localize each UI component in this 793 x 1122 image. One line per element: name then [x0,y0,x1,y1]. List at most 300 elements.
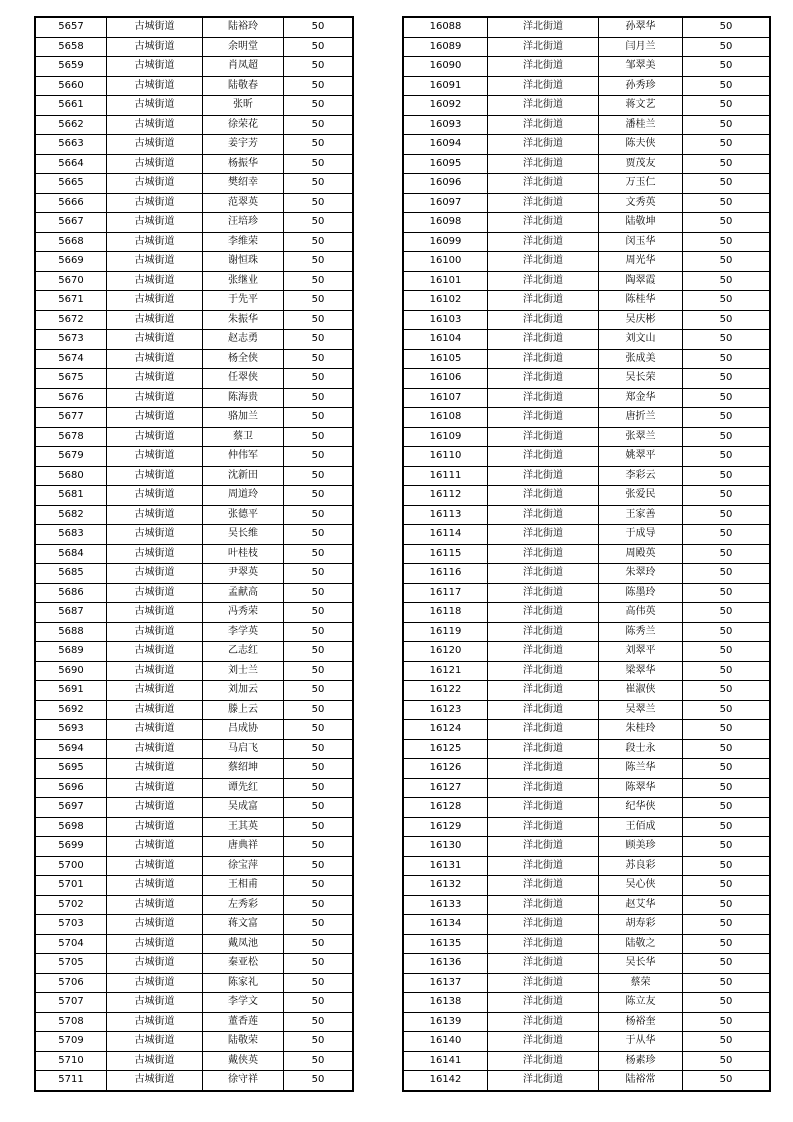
street-cell: 洋北街道 [488,96,599,116]
table-row [35,252,353,272]
name-cell: 张爱民 [599,486,683,506]
name-cell: 滕上云 [203,700,284,720]
table-row [403,895,770,915]
serial-number-cell: 5698 [35,817,107,837]
serial-number-cell: 16112 [403,486,488,506]
amount-cell: 50 [284,271,354,291]
table-row [35,135,353,155]
amount-cell: 50 [683,876,771,896]
name-cell: 陆敬荣 [203,1032,284,1052]
serial-number-cell: 5697 [35,798,107,818]
table-row [403,1051,770,1071]
amount-cell: 50 [284,232,354,252]
amount-cell: 50 [683,369,771,389]
name-cell: 骆加兰 [203,408,284,428]
amount-cell: 50 [284,17,354,37]
table-row [35,37,353,57]
serial-number-cell: 16089 [403,37,488,57]
street-cell: 古城街道 [107,642,203,662]
street-cell: 古城街道 [107,837,203,857]
name-cell: 陈家礼 [203,973,284,993]
street-cell: 古城街道 [107,954,203,974]
name-cell: 蔡卫 [203,427,284,447]
table-row [35,700,353,720]
serial-number-cell: 5667 [35,213,107,233]
serial-number-cell: 16088 [403,17,488,37]
amount-cell: 50 [683,330,771,350]
amount-cell: 50 [284,193,354,213]
amount-cell: 50 [284,622,354,642]
amount-cell: 50 [284,349,354,369]
amount-cell: 50 [284,661,354,681]
serial-number-cell: 16113 [403,505,488,525]
table-row [403,1032,770,1052]
serial-number-cell: 16098 [403,213,488,233]
serial-number-cell: 5680 [35,466,107,486]
table-row [35,622,353,642]
name-cell: 于从华 [599,1032,683,1052]
name-cell: 谭先红 [203,778,284,798]
name-cell: 邹翠美 [599,57,683,77]
amount-cell: 50 [683,895,771,915]
name-cell: 范翠英 [203,193,284,213]
table-row [35,17,353,37]
amount-cell: 50 [284,1012,354,1032]
amount-cell: 50 [284,330,354,350]
serial-number-cell: 16133 [403,895,488,915]
table-row [403,954,770,974]
name-cell: 纪华侠 [599,798,683,818]
name-cell: 汪培珍 [203,213,284,233]
serial-number-cell: 16099 [403,232,488,252]
table-row [403,369,770,389]
name-cell: 蒋文艺 [599,96,683,116]
street-cell: 洋北街道 [488,466,599,486]
serial-number-cell: 16139 [403,1012,488,1032]
table-row [403,1071,770,1091]
street-cell: 古城街道 [107,486,203,506]
street-cell: 洋北街道 [488,349,599,369]
street-cell: 洋北街道 [488,271,599,291]
serial-number-cell: 16141 [403,1051,488,1071]
amount-cell: 50 [284,408,354,428]
street-cell: 洋北街道 [488,232,599,252]
right-roster-body [403,17,770,1091]
serial-number-cell: 5666 [35,193,107,213]
name-cell: 吕成协 [203,720,284,740]
serial-number-cell: 16114 [403,525,488,545]
street-cell: 古城街道 [107,17,203,37]
serial-number-cell: 5700 [35,856,107,876]
table-row [403,564,770,584]
amount-cell: 50 [683,466,771,486]
name-cell: 赵志勇 [203,330,284,350]
table-row [403,681,770,701]
table-row [403,252,770,272]
serial-number-cell: 5696 [35,778,107,798]
amount-cell: 50 [683,486,771,506]
table-row [403,466,770,486]
serial-number-cell: 5678 [35,427,107,447]
name-cell: 郑金华 [599,388,683,408]
serial-number-cell: 16121 [403,661,488,681]
table-row [403,817,770,837]
street-cell: 古城街道 [107,603,203,623]
street-cell: 洋北街道 [488,291,599,311]
serial-number-cell: 5681 [35,486,107,506]
serial-number-cell: 5661 [35,96,107,116]
table-row [403,525,770,545]
table-row [35,1071,353,1091]
amount-cell: 50 [683,388,771,408]
name-cell: 徐荣花 [203,115,284,135]
amount-cell: 50 [284,915,354,935]
amount-cell: 50 [683,661,771,681]
street-cell: 洋北街道 [488,661,599,681]
amount-cell: 50 [683,642,771,662]
name-cell: 陈夫侠 [599,135,683,155]
name-cell: 仲伟军 [203,447,284,467]
table-row [35,759,353,779]
street-cell: 古城街道 [107,96,203,116]
street-cell: 洋北街道 [488,759,599,779]
table-row [35,466,353,486]
amount-cell: 50 [683,993,771,1013]
name-cell: 吴长维 [203,525,284,545]
name-cell: 朱桂玲 [599,720,683,740]
amount-cell: 50 [284,544,354,564]
name-cell: 陈秀兰 [599,622,683,642]
serial-number-cell: 5689 [35,642,107,662]
name-cell: 赵艾华 [599,895,683,915]
street-cell: 洋北街道 [488,798,599,818]
amount-cell: 50 [683,525,771,545]
table-row [35,154,353,174]
name-cell: 杨全侠 [203,349,284,369]
serial-number-cell: 16103 [403,310,488,330]
table-row [35,778,353,798]
street-cell: 洋北街道 [488,37,599,57]
table-row [403,973,770,993]
serial-number-cell: 5665 [35,174,107,194]
amount-cell: 50 [683,856,771,876]
serial-number-cell: 16093 [403,115,488,135]
table-row [403,700,770,720]
serial-number-cell: 16095 [403,154,488,174]
table-row [403,232,770,252]
table-row [403,57,770,77]
serial-number-cell: 5699 [35,837,107,857]
amount-cell: 50 [683,349,771,369]
street-cell: 洋北街道 [488,408,599,428]
amount-cell: 50 [284,934,354,954]
street-cell: 洋北街道 [488,915,599,935]
serial-number-cell: 5683 [35,525,107,545]
left-roster-table [34,16,354,1092]
amount-cell: 50 [284,954,354,974]
name-cell: 张德平 [203,505,284,525]
street-cell: 古城街道 [107,759,203,779]
street-cell: 洋北街道 [488,973,599,993]
serial-number-cell: 5690 [35,661,107,681]
name-cell: 孙翠华 [599,17,683,37]
street-cell: 洋北街道 [488,603,599,623]
street-cell: 洋北街道 [488,1051,599,1071]
street-cell: 洋北街道 [488,174,599,194]
street-cell: 古城街道 [107,1071,203,1091]
table-row [35,115,353,135]
serial-number-cell: 16105 [403,349,488,369]
name-cell: 姜宇芳 [203,135,284,155]
amount-cell: 50 [683,174,771,194]
amount-cell: 50 [683,564,771,584]
serial-number-cell: 16096 [403,174,488,194]
street-cell: 古城街道 [107,174,203,194]
serial-number-cell: 5657 [35,17,107,37]
amount-cell: 50 [683,915,771,935]
name-cell: 叶桂枝 [203,544,284,564]
amount-cell: 50 [683,603,771,623]
street-cell: 洋北街道 [488,17,599,37]
street-cell: 古城街道 [107,856,203,876]
amount-cell: 50 [683,232,771,252]
amount-cell: 50 [284,466,354,486]
amount-cell: 50 [284,447,354,467]
serial-number-cell: 5708 [35,1012,107,1032]
table-row [35,973,353,993]
table-row [403,271,770,291]
street-cell: 洋北街道 [488,739,599,759]
name-cell: 戴侠英 [203,1051,284,1071]
amount-cell: 50 [683,154,771,174]
street-cell: 古城街道 [107,1051,203,1071]
street-cell: 古城街道 [107,369,203,389]
name-cell: 吴长华 [599,954,683,974]
serial-number-cell: 5711 [35,1071,107,1091]
table-row [35,895,353,915]
street-cell: 古城街道 [107,213,203,233]
street-cell: 古城街道 [107,915,203,935]
street-cell: 洋北街道 [488,895,599,915]
name-cell: 唐典祥 [203,837,284,857]
serial-number-cell: 5702 [35,895,107,915]
street-cell: 洋北街道 [488,505,599,525]
amount-cell: 50 [284,37,354,57]
name-cell: 樊绍幸 [203,174,284,194]
street-cell: 古城街道 [107,252,203,272]
street-cell: 古城街道 [107,76,203,96]
table-row [35,427,353,447]
table-row [35,681,353,701]
street-cell: 洋北街道 [488,310,599,330]
name-cell: 于先平 [203,291,284,311]
street-cell: 洋北街道 [488,720,599,740]
serial-number-cell: 5709 [35,1032,107,1052]
street-cell: 古城街道 [107,973,203,993]
amount-cell: 50 [683,291,771,311]
name-cell: 贾茂友 [599,154,683,174]
street-cell: 洋北街道 [488,76,599,96]
amount-cell: 50 [284,291,354,311]
table-row [403,778,770,798]
table-row [35,642,353,662]
amount-cell: 50 [683,1071,771,1091]
street-cell: 洋北街道 [488,817,599,837]
table-row [403,213,770,233]
amount-cell: 50 [284,310,354,330]
name-cell: 陈翠华 [599,778,683,798]
amount-cell: 50 [284,369,354,389]
table-row [403,330,770,350]
table-row [35,1051,353,1071]
amount-cell: 50 [683,427,771,447]
table-row [403,856,770,876]
serial-number-cell: 5669 [35,252,107,272]
street-cell: 古城街道 [107,349,203,369]
street-cell: 洋北街道 [488,778,599,798]
street-cell: 古城街道 [107,1012,203,1032]
amount-cell: 50 [284,798,354,818]
name-cell: 吴成富 [203,798,284,818]
amount-cell: 50 [284,154,354,174]
street-cell: 洋北街道 [488,993,599,1013]
table-row [35,505,353,525]
name-cell: 姚翠平 [599,447,683,467]
table-row [35,310,353,330]
table-row [403,837,770,857]
serial-number-cell: 16119 [403,622,488,642]
name-cell: 马启飞 [203,739,284,759]
street-cell: 古城街道 [107,895,203,915]
name-cell: 杨振华 [203,154,284,174]
name-cell: 孙秀珍 [599,76,683,96]
serial-number-cell: 5692 [35,700,107,720]
name-cell: 陈海贵 [203,388,284,408]
name-cell: 吴心侠 [599,876,683,896]
serial-number-cell: 5695 [35,759,107,779]
table-row [35,837,353,857]
street-cell: 古城街道 [107,525,203,545]
table-row [403,96,770,116]
serial-number-cell: 5686 [35,583,107,603]
table-row [403,934,770,954]
table-row [403,447,770,467]
street-cell: 洋北街道 [488,954,599,974]
street-cell: 洋北街道 [488,1012,599,1032]
street-cell: 洋北街道 [488,427,599,447]
name-cell: 刘士兰 [203,661,284,681]
amount-cell: 50 [284,895,354,915]
serial-number-cell: 16142 [403,1071,488,1091]
name-cell: 刘翠平 [599,642,683,662]
street-cell: 古城街道 [107,993,203,1013]
name-cell: 尹翠英 [203,564,284,584]
street-cell: 洋北街道 [488,622,599,642]
amount-cell: 50 [284,135,354,155]
amount-cell: 50 [284,1032,354,1052]
serial-number-cell: 16106 [403,369,488,389]
name-cell: 周光华 [599,252,683,272]
table-row [35,291,353,311]
table-row [403,388,770,408]
serial-number-cell: 5687 [35,603,107,623]
serial-number-cell: 16115 [403,544,488,564]
street-cell: 古城街道 [107,583,203,603]
serial-number-cell: 16122 [403,681,488,701]
table-row [403,427,770,447]
amount-cell: 50 [683,135,771,155]
name-cell: 吴庆彬 [599,310,683,330]
name-cell: 王其英 [203,817,284,837]
street-cell: 洋北街道 [488,486,599,506]
amount-cell: 50 [284,583,354,603]
serial-number-cell: 16129 [403,817,488,837]
name-cell: 杨素珍 [599,1051,683,1071]
street-cell: 洋北街道 [488,57,599,77]
name-cell: 闫月兰 [599,37,683,57]
name-cell: 张继业 [203,271,284,291]
street-cell: 洋北街道 [488,115,599,135]
amount-cell: 50 [284,505,354,525]
street-cell: 洋北街道 [488,934,599,954]
amount-cell: 50 [683,934,771,954]
serial-number-cell: 16117 [403,583,488,603]
street-cell: 洋北街道 [488,876,599,896]
serial-number-cell: 16140 [403,1032,488,1052]
name-cell: 唐折兰 [599,408,683,428]
table-row [35,388,353,408]
name-cell: 乙志红 [203,642,284,662]
street-cell: 洋北街道 [488,642,599,662]
name-cell: 陆裕常 [599,1071,683,1091]
amount-cell: 50 [683,37,771,57]
name-cell: 吴长荣 [599,369,683,389]
serial-number-cell: 16126 [403,759,488,779]
name-cell: 肖凤超 [203,57,284,77]
amount-cell: 50 [284,525,354,545]
name-cell: 刘加云 [203,681,284,701]
amount-cell: 50 [683,954,771,974]
amount-cell: 50 [284,252,354,272]
amount-cell: 50 [683,213,771,233]
street-cell: 洋北街道 [488,193,599,213]
street-cell: 古城街道 [107,505,203,525]
serial-number-cell: 5673 [35,330,107,350]
table-row [403,349,770,369]
serial-number-cell: 5679 [35,447,107,467]
table-row [403,759,770,779]
serial-number-cell: 5685 [35,564,107,584]
serial-number-cell: 5675 [35,369,107,389]
street-cell: 古城街道 [107,135,203,155]
table-row [403,544,770,564]
name-cell: 陈墨玲 [599,583,683,603]
street-cell: 古城街道 [107,154,203,174]
table-row [403,720,770,740]
serial-number-cell: 5670 [35,271,107,291]
table-row [35,447,353,467]
serial-number-cell: 16090 [403,57,488,77]
amount-cell: 50 [284,1051,354,1071]
name-cell: 朱翠玲 [599,564,683,584]
street-cell: 古城街道 [107,876,203,896]
amount-cell: 50 [683,739,771,759]
table-row [35,271,353,291]
serial-number-cell: 5688 [35,622,107,642]
name-cell: 朱振华 [203,310,284,330]
name-cell: 闵玉华 [599,232,683,252]
name-cell: 周道玲 [203,486,284,506]
